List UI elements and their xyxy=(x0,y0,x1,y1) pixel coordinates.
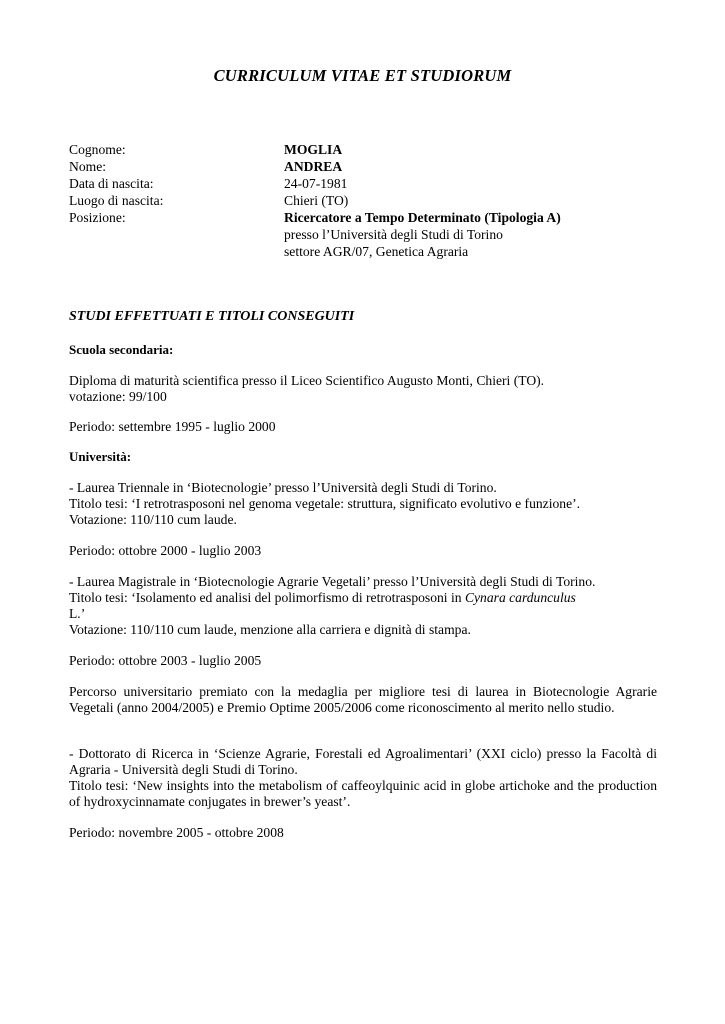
magistrale-species: Cynara cardunculus xyxy=(464,590,576,605)
premio-text: Percorso universitario premiato con la medaglia per migliore tesi di laurea in Biotecnologie Agrarie Vegetali (anno 2004/2005) e Premio Optime 2005/2006 come riconoscimento al merito nello studio. xyxy=(69,684,657,715)
magistrale-line-1: - Laurea Magistrale in ‘Biotecnologie Agrarie Vegetali’ presso l’Università degli Studi di Torino. xyxy=(69,574,596,589)
dottorato-line-2: Titolo tesi: ‘New insights into the metabolism of caffeoylquinic acid in globe artichoke and the production of hydroxycinnamate conjugates in brewer’s yeast’. xyxy=(69,778,657,809)
scuola-secondaria-heading: Scuola secondaria: xyxy=(69,342,174,357)
nome-label: Nome: xyxy=(69,159,106,174)
diploma-text: Diploma di maturità scientifica presso il Liceo Scientifico Augusto Monti, Chieri (TO). xyxy=(69,373,545,388)
info-row-posizione-3 xyxy=(69,244,669,261)
info-row-luogo xyxy=(69,193,669,210)
personal-info xyxy=(69,142,669,261)
magistrale-line-2 xyxy=(69,590,657,606)
posizione-value: Ricercatore a Tempo Determinato (Tipologia A) xyxy=(284,210,561,225)
triennale-line-2: Titolo tesi: ‘I retrotrasposoni nel genoma vegetale: struttura, significato evolutivo e funzione’. xyxy=(69,496,581,511)
info-row-posizione-2 xyxy=(69,227,669,244)
triennale-line-1: - Laurea Triennale in ‘Biotecnologie’ presso l’Università degli Studi di Torino. xyxy=(69,480,497,495)
info-row-cognome xyxy=(69,142,669,159)
magistrale-title-text: Titolo tesi: ‘Isolamento ed analisi del polimorfismo di retrotrasposoni in xyxy=(69,590,465,605)
nome-value: ANDREA xyxy=(284,159,343,174)
universita-heading: Università: xyxy=(69,449,132,464)
luogo-value: Chieri (TO) xyxy=(284,193,349,208)
cognome-label: Cognome: xyxy=(69,142,126,157)
diploma-votazione: votazione: 99/100 xyxy=(69,389,167,404)
triennale-line-3: Votazione: 110/110 cum laude. xyxy=(69,512,237,527)
secondaria-periodo: Periodo: settembre 1995 - luglio 2000 xyxy=(69,419,276,434)
luogo-label: Luogo di nascita: xyxy=(69,193,164,208)
info-row-nascita xyxy=(69,176,669,193)
document-title: CURRICULUM VITAE ET STUDIORUM xyxy=(213,66,512,85)
cognome-value: MOGLIA xyxy=(284,142,343,157)
dottorato-line-1: - Dottorato di Ricerca in ‘Scienze Agrarie, Forestali ed Agroalimentari’ (XXI ciclo) presso la Facoltà di Agraria - Università degli Studi di Torino. xyxy=(69,746,657,777)
info-row-nome xyxy=(69,159,669,176)
section-heading-studi: STUDI EFFETTUATI E TITOLI CONSEGUITI xyxy=(69,309,355,324)
dottorato-periodo: Periodo: novembre 2005 - ottobre 2008 xyxy=(69,825,284,840)
magistrale-line-2c: L.’ xyxy=(69,606,86,621)
posizione-value-2: presso l’Università degli Studi di Torino xyxy=(284,227,503,242)
magistrale-line-3: Votazione: 110/110 cum laude, menzione alla carriera e dignità di stampa. xyxy=(69,622,471,637)
studi-content xyxy=(69,342,657,841)
nascita-value: 24-07-1981 xyxy=(284,176,348,191)
magistrale-periodo: Periodo: ottobre 2003 - luglio 2005 xyxy=(69,653,262,668)
posizione-label: Posizione: xyxy=(69,210,126,225)
info-row-posizione xyxy=(69,210,669,227)
posizione-value-3: settore AGR/07, Genetica Agraria xyxy=(284,244,469,259)
nascita-label: Data di nascita: xyxy=(69,176,154,191)
triennale-periodo: Periodo: ottobre 2000 - luglio 2003 xyxy=(69,543,262,558)
